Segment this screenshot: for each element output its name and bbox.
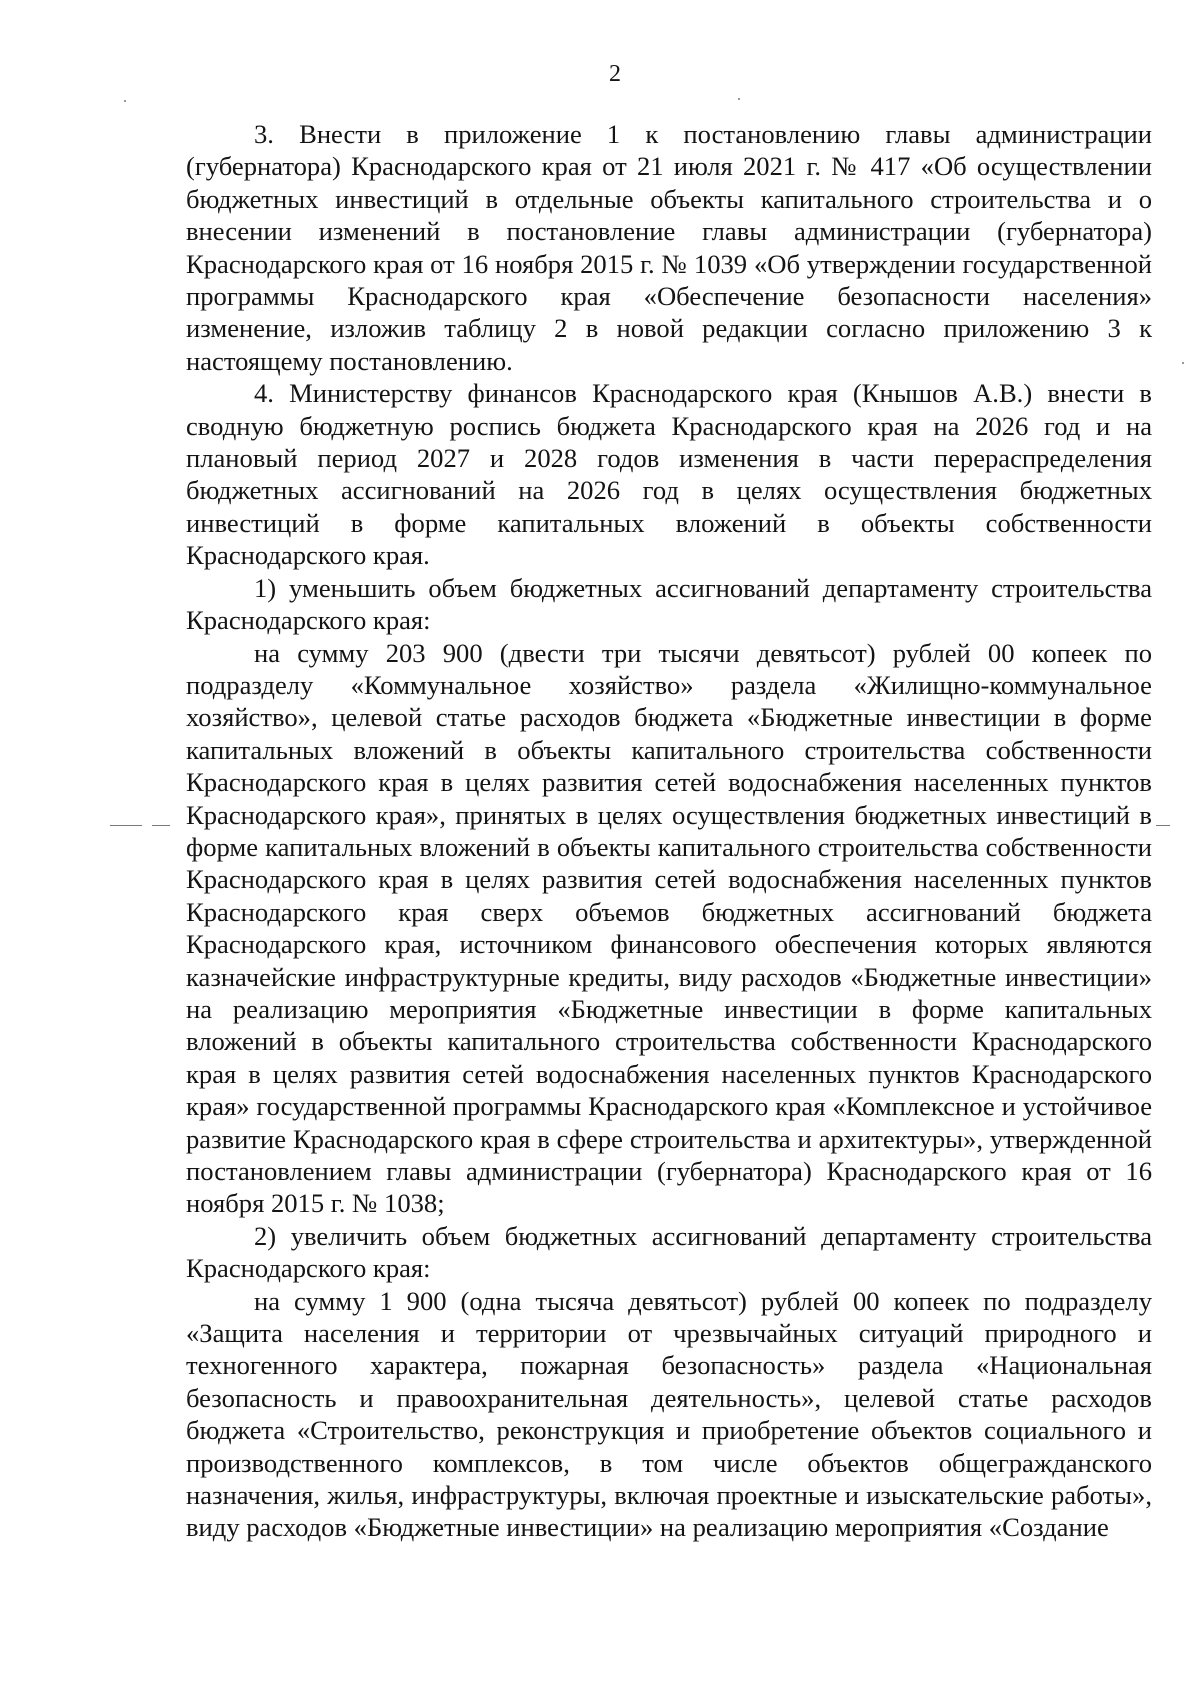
paragraph-subitem-1: 1) уменьшить объем бюджетных ассигнований департаменту строительства Краснодарского края: [186, 572, 1152, 636]
scan-artifact-dot [1182, 362, 1184, 364]
paragraph-subitem-2: 2) увеличить объем бюджетных ассигнований департаменту строительства Краснодарского края: [186, 1220, 1152, 1284]
paragraph-sum-increase: на сумму 1 900 (одна тысяча девятьсот) рублей 00 копеек по подразделу «Защита населения и территории от чрезвычайных ситуаций природного и техногенного характера, пожарная безопасность» раздела «Национальная безопасность и правоохранительная деятельность», целевой статье расходов бюджета «Строительство, реконструкция и приобретение объектов социального и производственного комплексов, в том числе объектов общегражданского назначения, жилья, инфраструктуры, включая проектные и изыскательские работы», виду расходов «Бюджетные инвестиции» на реализацию мероприятия «Создание [186, 1285, 1152, 1543]
document-body [186, 118, 1152, 1544]
paragraph-item-3: 3. Внести в приложение 1 к постановлению главы администрации (губернатора) Краснодарского края от 21 июля 2021 г. № 417 «Об осуществлении бюджетных инвестиций в отдельные объекты капитального строительства и о внесении изменений в постановление главы администрации (губернатора) Краснодарского края от 16 ноября 2015 г. № 1039 «Об утверждении государственной программы Краснодарского края «Обеспечение безопасности населения» изменение, изложив таблицу 2 в новой редакции согласно приложению 3 к настоящему постановлению. [186, 119, 1152, 376]
scan-artifact-line [152, 825, 170, 826]
scan-artifact-dot [738, 98, 740, 100]
page-number: 2 [609, 61, 621, 87]
scan-artifact-line [110, 825, 142, 826]
scan-artifact-dot [124, 100, 126, 102]
paragraph-item-4: 4. Министерству финансов Краснодарского края (Кнышов А.В.) внести в сводную бюджетную роспись бюджета Краснодарского края на 2026 год и на плановый период 2027 и 2028 годов изменения в части перераспределения бюджетных ассигнований на 2026 год в целях осуществления бюджетных инвестиций в форме капитальных вложений в объекты собственности Краснодарского края. [186, 378, 1152, 571]
paragraph-sum-decrease: на сумму 203 900 (двести три тысячи девятьсот) рублей 00 копеек по подразделу «Коммунальное хозяйство» раздела «Жилищно-коммунальное хозяйство», целевой статье расходов бюджета «Бюджетные инвестиции в форме капитальных вложений в объекты капитального строительства собственности Краснодарского края в целях развития сетей водоснабжения населенных пунктов Краснодарского края», принятых в целях осуществления бюджетных инвестиций в форме капитальных вложений в объекты капитального строительства собственности Краснодарского края в целях развития сетей водоснабжения населенных пунктов Краснодарского края сверх объемов бюджетных ассигнований бюджета Краснодарского края, источником финансового обеспечения которых являются казначейские инфраструктурные кредиты, виду расходов «Бюджетные инвестиции» на реализацию мероприятия «Бюджетные инвестиции в форме капитальных вложений в объекты капитального строительства собственности Краснодарского края в целях развития сетей водоснабжения населенных пунктов Краснодарского края» государственной программы Краснодарского края «Комплексное и устойчивое развитие Краснодарского края в сфере строительства и архитектуры», утвержденной постановлением главы администрации (губернатора) Краснодарского края от 16 ноября 2015 г. № 1038; [186, 637, 1152, 1219]
scan-artifact-line [1156, 825, 1170, 826]
